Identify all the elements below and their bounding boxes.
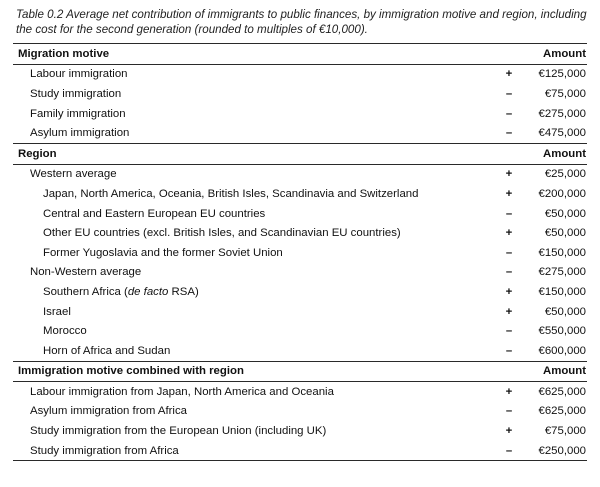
row-label: Family immigration — [30, 107, 126, 120]
row-sign: + — [505, 425, 513, 438]
table-row — [13, 263, 587, 283]
row-sign: – — [505, 107, 513, 120]
row-sign: – — [494, 441, 524, 461]
row-amount: €75,000 — [544, 87, 586, 100]
row-sign: – — [505, 344, 513, 357]
table-row — [13, 104, 587, 124]
row-label-pre: Southern Africa ( — [43, 285, 128, 298]
row-label: Other EU countries (excl. British Isles, and Scandinavian EU countries) — [43, 227, 401, 240]
row-sign: – — [505, 207, 513, 220]
row-amount: €150,000 — [538, 285, 586, 298]
table-caption: Table 0.2 Average net contribution of immigrants to public finances, by immigration motive and region, including the cost for the second generation (rounded to multiples of €10,000). — [16, 8, 587, 36]
section-title: Migration motive — [13, 44, 494, 65]
row-sign: + — [505, 68, 513, 81]
row-amount: €75,000 — [544, 425, 586, 438]
row-label: Morocco — [43, 325, 87, 338]
row-amount: €625,000 — [538, 385, 586, 398]
amount-header: Amount — [524, 143, 587, 164]
section-title: Region — [13, 143, 494, 164]
row-label: Former Yugoslavia and the former Soviet Union — [43, 246, 283, 259]
table-row — [13, 123, 587, 143]
row-sign: – — [505, 246, 513, 259]
table-row — [13, 243, 587, 263]
contribution-table — [13, 43, 587, 461]
row-sign: – — [505, 127, 513, 140]
row-amount: €625,000 — [538, 405, 586, 418]
amount-header: Amount — [524, 361, 587, 382]
row-label: Labour immigration — [30, 68, 128, 81]
row-label: Non-Western average — [30, 266, 142, 279]
row-amount: €600,000 — [538, 344, 586, 357]
table-row — [13, 402, 587, 422]
table-row — [13, 64, 587, 84]
table-row — [13, 204, 587, 224]
table-row — [13, 421, 587, 441]
row-amount: €475,000 — [538, 127, 586, 140]
row-label: Horn of Africa and Sudan — [43, 344, 171, 357]
row-amount: €50,000 — [544, 305, 586, 318]
table-row — [13, 302, 587, 322]
row-amount: €275,000 — [538, 107, 586, 120]
row-sign: + — [505, 168, 513, 181]
table-row — [13, 84, 587, 104]
row-label: Asylum immigration — [30, 127, 130, 140]
section-header-region — [13, 143, 587, 164]
row-sign: – — [505, 266, 513, 279]
row-amount: €550,000 — [538, 325, 586, 338]
section-title: Immigration motive combined with region — [13, 361, 494, 382]
row-label: Central and Eastern European EU countries — [43, 207, 266, 220]
table-row — [13, 441, 587, 461]
row-amount: €25,000 — [544, 168, 586, 181]
row-amount: €200,000 — [538, 187, 586, 200]
row-sign: – — [505, 325, 513, 338]
row-sign: + — [505, 385, 513, 398]
row-amount: €50,000 — [544, 227, 586, 240]
table-row — [13, 321, 587, 341]
row-sign: – — [505, 87, 513, 100]
row-label: Israel — [43, 305, 71, 318]
section-header-migration-motive — [13, 44, 587, 65]
row-label: Japan, North America, Oceania, British Isles, Scandinavia and Switzerland — [43, 187, 419, 200]
row-amount: €275,000 — [538, 266, 586, 279]
row-sign: + — [505, 305, 513, 318]
row-sign: + — [505, 187, 513, 200]
table-row — [13, 282, 587, 302]
table-row — [13, 184, 587, 204]
table-row — [13, 164, 587, 184]
row-label: Labour immigration from Japan, North America and Oceania — [30, 385, 334, 398]
row-sign: + — [505, 285, 513, 298]
row-amount: €50,000 — [544, 207, 586, 220]
row-label: Study immigration — [30, 87, 122, 100]
row-label — [13, 282, 494, 302]
row-amount: €150,000 — [538, 246, 586, 259]
section-header-combined — [13, 361, 587, 382]
row-amount: €125,000 — [538, 68, 586, 81]
amount-header: Amount — [524, 44, 587, 65]
row-label-emphasis: de facto — [127, 285, 169, 298]
table-row — [13, 382, 587, 402]
table-row — [13, 223, 587, 243]
row-label: Study immigration from the European Union (including UK) — [30, 425, 327, 438]
table-row — [13, 341, 587, 361]
row-label: Western average — [30, 168, 117, 181]
row-label: Asylum immigration from Africa — [30, 405, 187, 418]
row-sign: – — [505, 405, 513, 418]
row-label-post: RSA) — [168, 285, 199, 298]
row-label: Study immigration from Africa — [13, 441, 494, 461]
row-amount: €250,000 — [524, 441, 587, 461]
row-sign: + — [505, 227, 513, 240]
